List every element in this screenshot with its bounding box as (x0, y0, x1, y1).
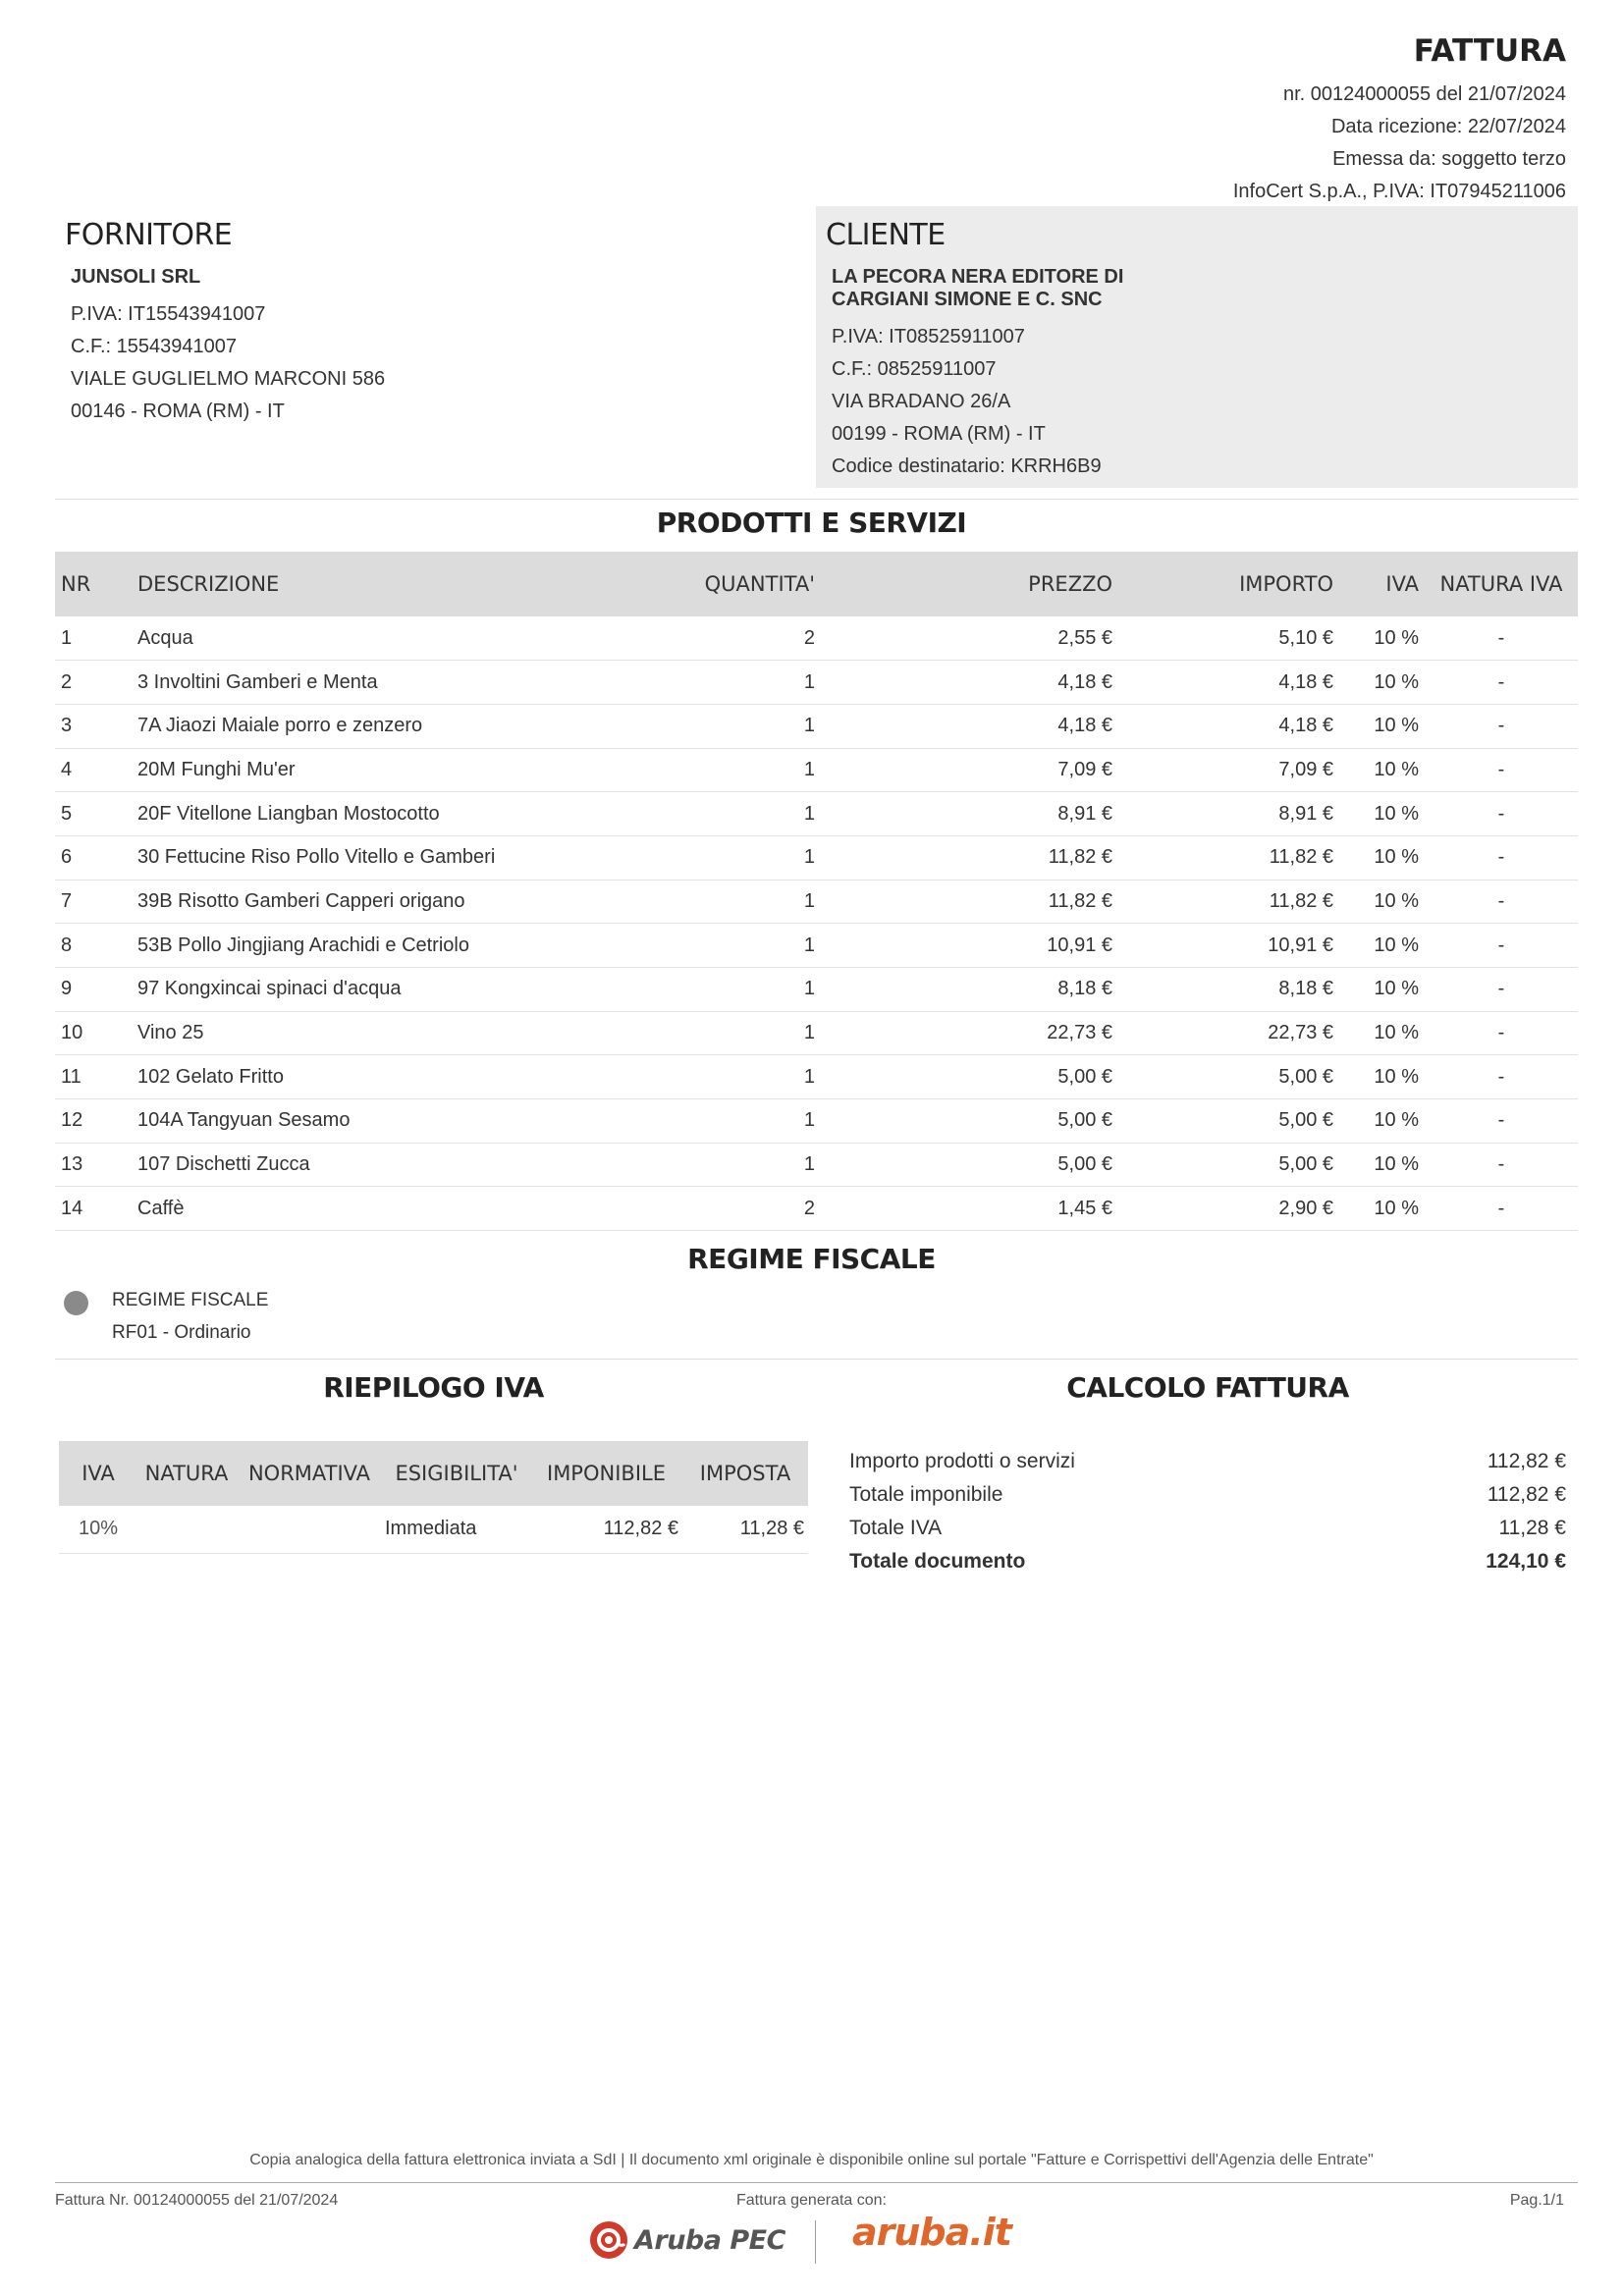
table-row (55, 792, 1578, 836)
table-row (55, 1055, 1578, 1099)
row-nr: 1 (55, 616, 132, 661)
customer-name: LA PECORA NERA EDITORE DI CARGIANI SIMONE E C. SNC (832, 266, 1124, 310)
row-nr: 5 (55, 792, 132, 836)
row-vat-nature: - (1425, 1055, 1578, 1099)
vat-summary-row (59, 1506, 808, 1553)
row-nr: 6 (55, 835, 132, 880)
customer-recipient-code: Codice destinatario: KRRH6B9 (832, 455, 1102, 477)
supplier-title: FORNITORE (65, 218, 233, 252)
divider (55, 499, 1578, 500)
products-header-row (55, 552, 1578, 616)
calc-label: Importo prodotti o servizi (849, 1450, 1075, 1472)
col-imponibile: IMPONIBILE (547, 1462, 666, 1485)
calc-label: Totale IVA (849, 1517, 943, 1539)
products-title: PRODOTTI E SERVIZI (656, 507, 967, 539)
invoice-calc-title: CALCOLO FATTURA (1066, 1371, 1349, 1404)
table-row (55, 1187, 1578, 1231)
row-vat-nature: - (1425, 704, 1578, 748)
intermediary: InfoCert S.p.A., P.IVA: IT07945211006 (1232, 181, 1566, 202)
col-iva: IVA (1385, 572, 1419, 596)
calc-row (849, 1512, 1566, 1545)
row-price: 5,00 € (821, 1143, 1118, 1187)
row-nr: 11 (55, 1055, 132, 1099)
supplier-vat: P.IVA: IT15543941007 (71, 303, 266, 325)
row-description: 20F Vitellone Liangban Mostocotto (132, 792, 622, 836)
table-row (55, 748, 1578, 792)
row-vat-nature: - (1425, 616, 1578, 661)
row-amount: 4,18 € (1118, 661, 1339, 705)
row-quantity: 1 (622, 1099, 821, 1144)
row-price: 2,55 € (821, 616, 1118, 661)
row-amount: 8,18 € (1118, 968, 1339, 1012)
row-nr: 8 (55, 924, 132, 968)
row-nr: 3 (55, 704, 132, 748)
table-row (55, 968, 1578, 1012)
row-amount: 5,10 € (1118, 616, 1339, 661)
row-vat-nature: - (1425, 1143, 1578, 1187)
row-amount: 11,82 € (1118, 880, 1339, 924)
logo-divider (815, 2220, 816, 2264)
vat-imposta: 11,28 € (682, 1506, 808, 1553)
aruba-it-logo: aruba.it (852, 2211, 1011, 2254)
vat-normativa (236, 1506, 383, 1553)
row-price: 8,91 € (821, 792, 1118, 836)
row-quantity: 1 (622, 880, 821, 924)
row-quantity: 1 (622, 968, 821, 1012)
total-value: 124,10 € (1486, 1550, 1566, 1573)
invoice-calc (849, 1445, 1566, 1578)
supplier-city: 00146 - ROMA (RM) - IT (71, 400, 285, 422)
customer-tax-code: C.F.: 08525911007 (832, 358, 997, 380)
table-row (55, 661, 1578, 705)
row-vat-rate: 10 % (1339, 748, 1425, 792)
table-row (55, 835, 1578, 880)
table-row (55, 880, 1578, 924)
total-label: Totale documento (849, 1550, 1026, 1573)
row-vat-nature: - (1425, 1011, 1578, 1055)
row-price: 8,18 € (821, 968, 1118, 1012)
calc-total-row (849, 1545, 1566, 1578)
row-vat-rate: 10 % (1339, 1143, 1425, 1187)
vat-summary-title: RIEPILOGO IVA (323, 1371, 544, 1404)
table-row (55, 704, 1578, 748)
customer-address: VIA BRADANO 26/A (832, 391, 1011, 412)
vat-rate: 10% (59, 1506, 137, 1553)
aruba-pec-wordmark: Aruba PEC (634, 2224, 785, 2256)
row-quantity: 1 (622, 1011, 821, 1055)
row-amount: 4,18 € (1118, 704, 1339, 748)
row-description: 104A Tangyuan Sesamo (132, 1099, 622, 1144)
row-vat-rate: 10 % (1339, 1055, 1425, 1099)
row-price: 10,91 € (821, 924, 1118, 968)
row-quantity: 1 (622, 704, 821, 748)
col-nr: NR (61, 572, 91, 596)
products-table (55, 552, 1578, 1231)
row-vat-nature: - (1425, 880, 1578, 924)
col-descrizione: DESCRIZIONE (137, 572, 280, 596)
row-vat-nature: - (1425, 1187, 1578, 1231)
footer-invoice-ref: Fattura Nr. 00124000055 del 21/07/2024 (55, 2192, 339, 2209)
supplier-address: VIALE GUGLIELMO MARCONI 586 (71, 368, 386, 390)
table-row (55, 1099, 1578, 1144)
vat-imponibile: 112,82 € (530, 1506, 682, 1553)
row-price: 5,00 € (821, 1099, 1118, 1144)
row-description: 30 Fettucine Riso Pollo Vitello e Gamberi (132, 835, 622, 880)
row-vat-nature: - (1425, 1099, 1578, 1144)
col-quantita: QUANTITA' (704, 572, 815, 596)
row-quantity: 1 (622, 924, 821, 968)
vat-summary-header-row (59, 1441, 808, 1506)
row-vat-rate: 10 % (1339, 924, 1425, 968)
row-amount: 5,00 € (1118, 1055, 1339, 1099)
row-nr: 14 (55, 1187, 132, 1231)
row-quantity: 2 (622, 616, 821, 661)
row-price: 7,09 € (821, 748, 1118, 792)
bullet-icon (64, 1291, 88, 1315)
row-description: 107 Dischetti Zucca (132, 1143, 622, 1187)
row-vat-nature: - (1425, 748, 1578, 792)
row-price: 4,18 € (821, 661, 1118, 705)
row-description: 97 Kongxincai spinaci d'acqua (132, 968, 622, 1012)
table-row (55, 1011, 1578, 1055)
row-vat-nature: - (1425, 661, 1578, 705)
issued-by: Emessa da: soggetto terzo (1332, 148, 1566, 170)
row-price: 11,82 € (821, 880, 1118, 924)
row-quantity: 1 (622, 748, 821, 792)
row-price: 11,82 € (821, 835, 1118, 880)
customer-block (816, 206, 1578, 488)
row-vat-rate: 10 % (1339, 835, 1425, 880)
calc-row (849, 1445, 1566, 1478)
row-vat-rate: 10 % (1339, 968, 1425, 1012)
row-amount: 2,90 € (1118, 1187, 1339, 1231)
row-vat-rate: 10 % (1339, 1011, 1425, 1055)
col-imposta: IMPOSTA (699, 1462, 791, 1485)
vat-summary-table (59, 1441, 808, 1554)
row-description: 7A Jiaozi Maiale porro e zenzero (132, 704, 622, 748)
invoice-number: nr. 00124000055 del 21/07/2024 (1282, 83, 1566, 105)
row-quantity: 1 (622, 1055, 821, 1099)
table-row (55, 1143, 1578, 1187)
row-price: 1,45 € (821, 1187, 1118, 1231)
row-vat-rate: 10 % (1339, 792, 1425, 836)
row-quantity: 1 (622, 661, 821, 705)
aruba-pec-logo (589, 2218, 785, 2262)
col-natura: NATURA (144, 1462, 229, 1485)
supplier-name: JUNSOLI SRL (71, 266, 201, 288)
document-type: FATTURA (1413, 33, 1566, 69)
row-description: 20M Funghi Mu'er (132, 748, 622, 792)
row-vat-nature: - (1425, 968, 1578, 1012)
row-vat-nature: - (1425, 835, 1578, 880)
table-row (55, 616, 1578, 661)
row-nr: 13 (55, 1143, 132, 1187)
col-esigibilita: ESIGIBILITA' (395, 1462, 518, 1485)
calc-value: 11,28 € (1498, 1517, 1566, 1539)
row-vat-nature: - (1425, 924, 1578, 968)
row-description: Vino 25 (132, 1011, 622, 1055)
divider (55, 1359, 1578, 1360)
row-description: 39B Risotto Gamberi Capperi origano (132, 880, 622, 924)
regime-label: REGIME FISCALE (112, 1290, 269, 1310)
row-nr: 2 (55, 661, 132, 705)
regime-value: RF01 - Ordinario (112, 1322, 251, 1343)
row-nr: 10 (55, 1011, 132, 1055)
row-amount: 11,82 € (1118, 835, 1339, 880)
row-amount: 5,00 € (1118, 1099, 1339, 1144)
customer-vat: P.IVA: IT08525911007 (832, 326, 1025, 347)
row-vat-rate: 10 % (1339, 616, 1425, 661)
row-nr: 4 (55, 748, 132, 792)
row-quantity: 2 (622, 1187, 821, 1231)
row-vat-rate: 10 % (1339, 880, 1425, 924)
row-vat-rate: 10 % (1339, 661, 1425, 705)
row-quantity: 1 (622, 835, 821, 880)
row-amount: 5,00 € (1118, 1143, 1339, 1187)
calc-value: 112,82 € (1487, 1450, 1566, 1472)
supplier-tax-code: C.F.: 15543941007 (71, 336, 238, 357)
supplier-block (55, 206, 782, 488)
footer-generated-with: Fattura generata con: (736, 2192, 887, 2209)
row-price: 22,73 € (821, 1011, 1118, 1055)
col-natura-iva: NATURA IVA (1439, 572, 1563, 596)
row-amount: 7,09 € (1118, 748, 1339, 792)
calc-row (849, 1478, 1566, 1512)
row-description: 102 Gelato Fritto (132, 1055, 622, 1099)
row-amount: 8,91 € (1118, 792, 1339, 836)
row-nr: 7 (55, 880, 132, 924)
row-quantity: 1 (622, 1143, 821, 1187)
calc-value: 112,82 € (1487, 1483, 1566, 1506)
row-price: 5,00 € (821, 1055, 1118, 1099)
products-body (55, 616, 1578, 1231)
row-vat-rate: 10 % (1339, 1099, 1425, 1144)
invoice-header (1233, 33, 1566, 208)
row-price: 4,18 € (821, 704, 1118, 748)
row-vat-rate: 10 % (1339, 1187, 1425, 1231)
customer-city: 00199 - ROMA (RM) - IT (832, 423, 1046, 445)
regime-title: REGIME FISCALE (687, 1243, 936, 1275)
row-description: Caffè (132, 1187, 622, 1231)
col-importo: IMPORTO (1239, 572, 1333, 596)
row-description: Acqua (132, 616, 622, 661)
vat-esigibilita: Immediata (383, 1506, 530, 1553)
row-quantity: 1 (622, 792, 821, 836)
vat-natura (137, 1506, 236, 1553)
col-iva: IVA (81, 1462, 115, 1485)
row-nr: 12 (55, 1099, 132, 1144)
customer-title: CLIENTE (826, 218, 946, 252)
row-amount: 22,73 € (1118, 1011, 1339, 1055)
received-date: Data ricezione: 22/07/2024 (1330, 116, 1566, 137)
footer-page-number: Pag.1/1 (1509, 2192, 1564, 2209)
col-normativa: NORMATIVA (247, 1462, 371, 1485)
at-sign-icon (589, 2220, 628, 2260)
row-description: 3 Involtini Gamberi e Menta (132, 661, 622, 705)
footer-note: Copia analogica della fattura elettronica inviata a SdI | Il documento xml originale è disponibile online sul portale "Fatture e Corrispettivi dell'Agenzia delle Entrate" (249, 2152, 1374, 2168)
col-prezzo: PREZZO (1028, 572, 1112, 596)
calc-label: Totale imponibile (849, 1483, 1003, 1506)
row-description: 53B Pollo Jingjiang Arachidi e Cetriolo (132, 924, 622, 968)
table-row (55, 924, 1578, 968)
footer-divider (55, 2182, 1578, 2183)
row-nr: 9 (55, 968, 132, 1012)
row-vat-nature: - (1425, 792, 1578, 836)
row-vat-rate: 10 % (1339, 704, 1425, 748)
row-amount: 10,91 € (1118, 924, 1339, 968)
